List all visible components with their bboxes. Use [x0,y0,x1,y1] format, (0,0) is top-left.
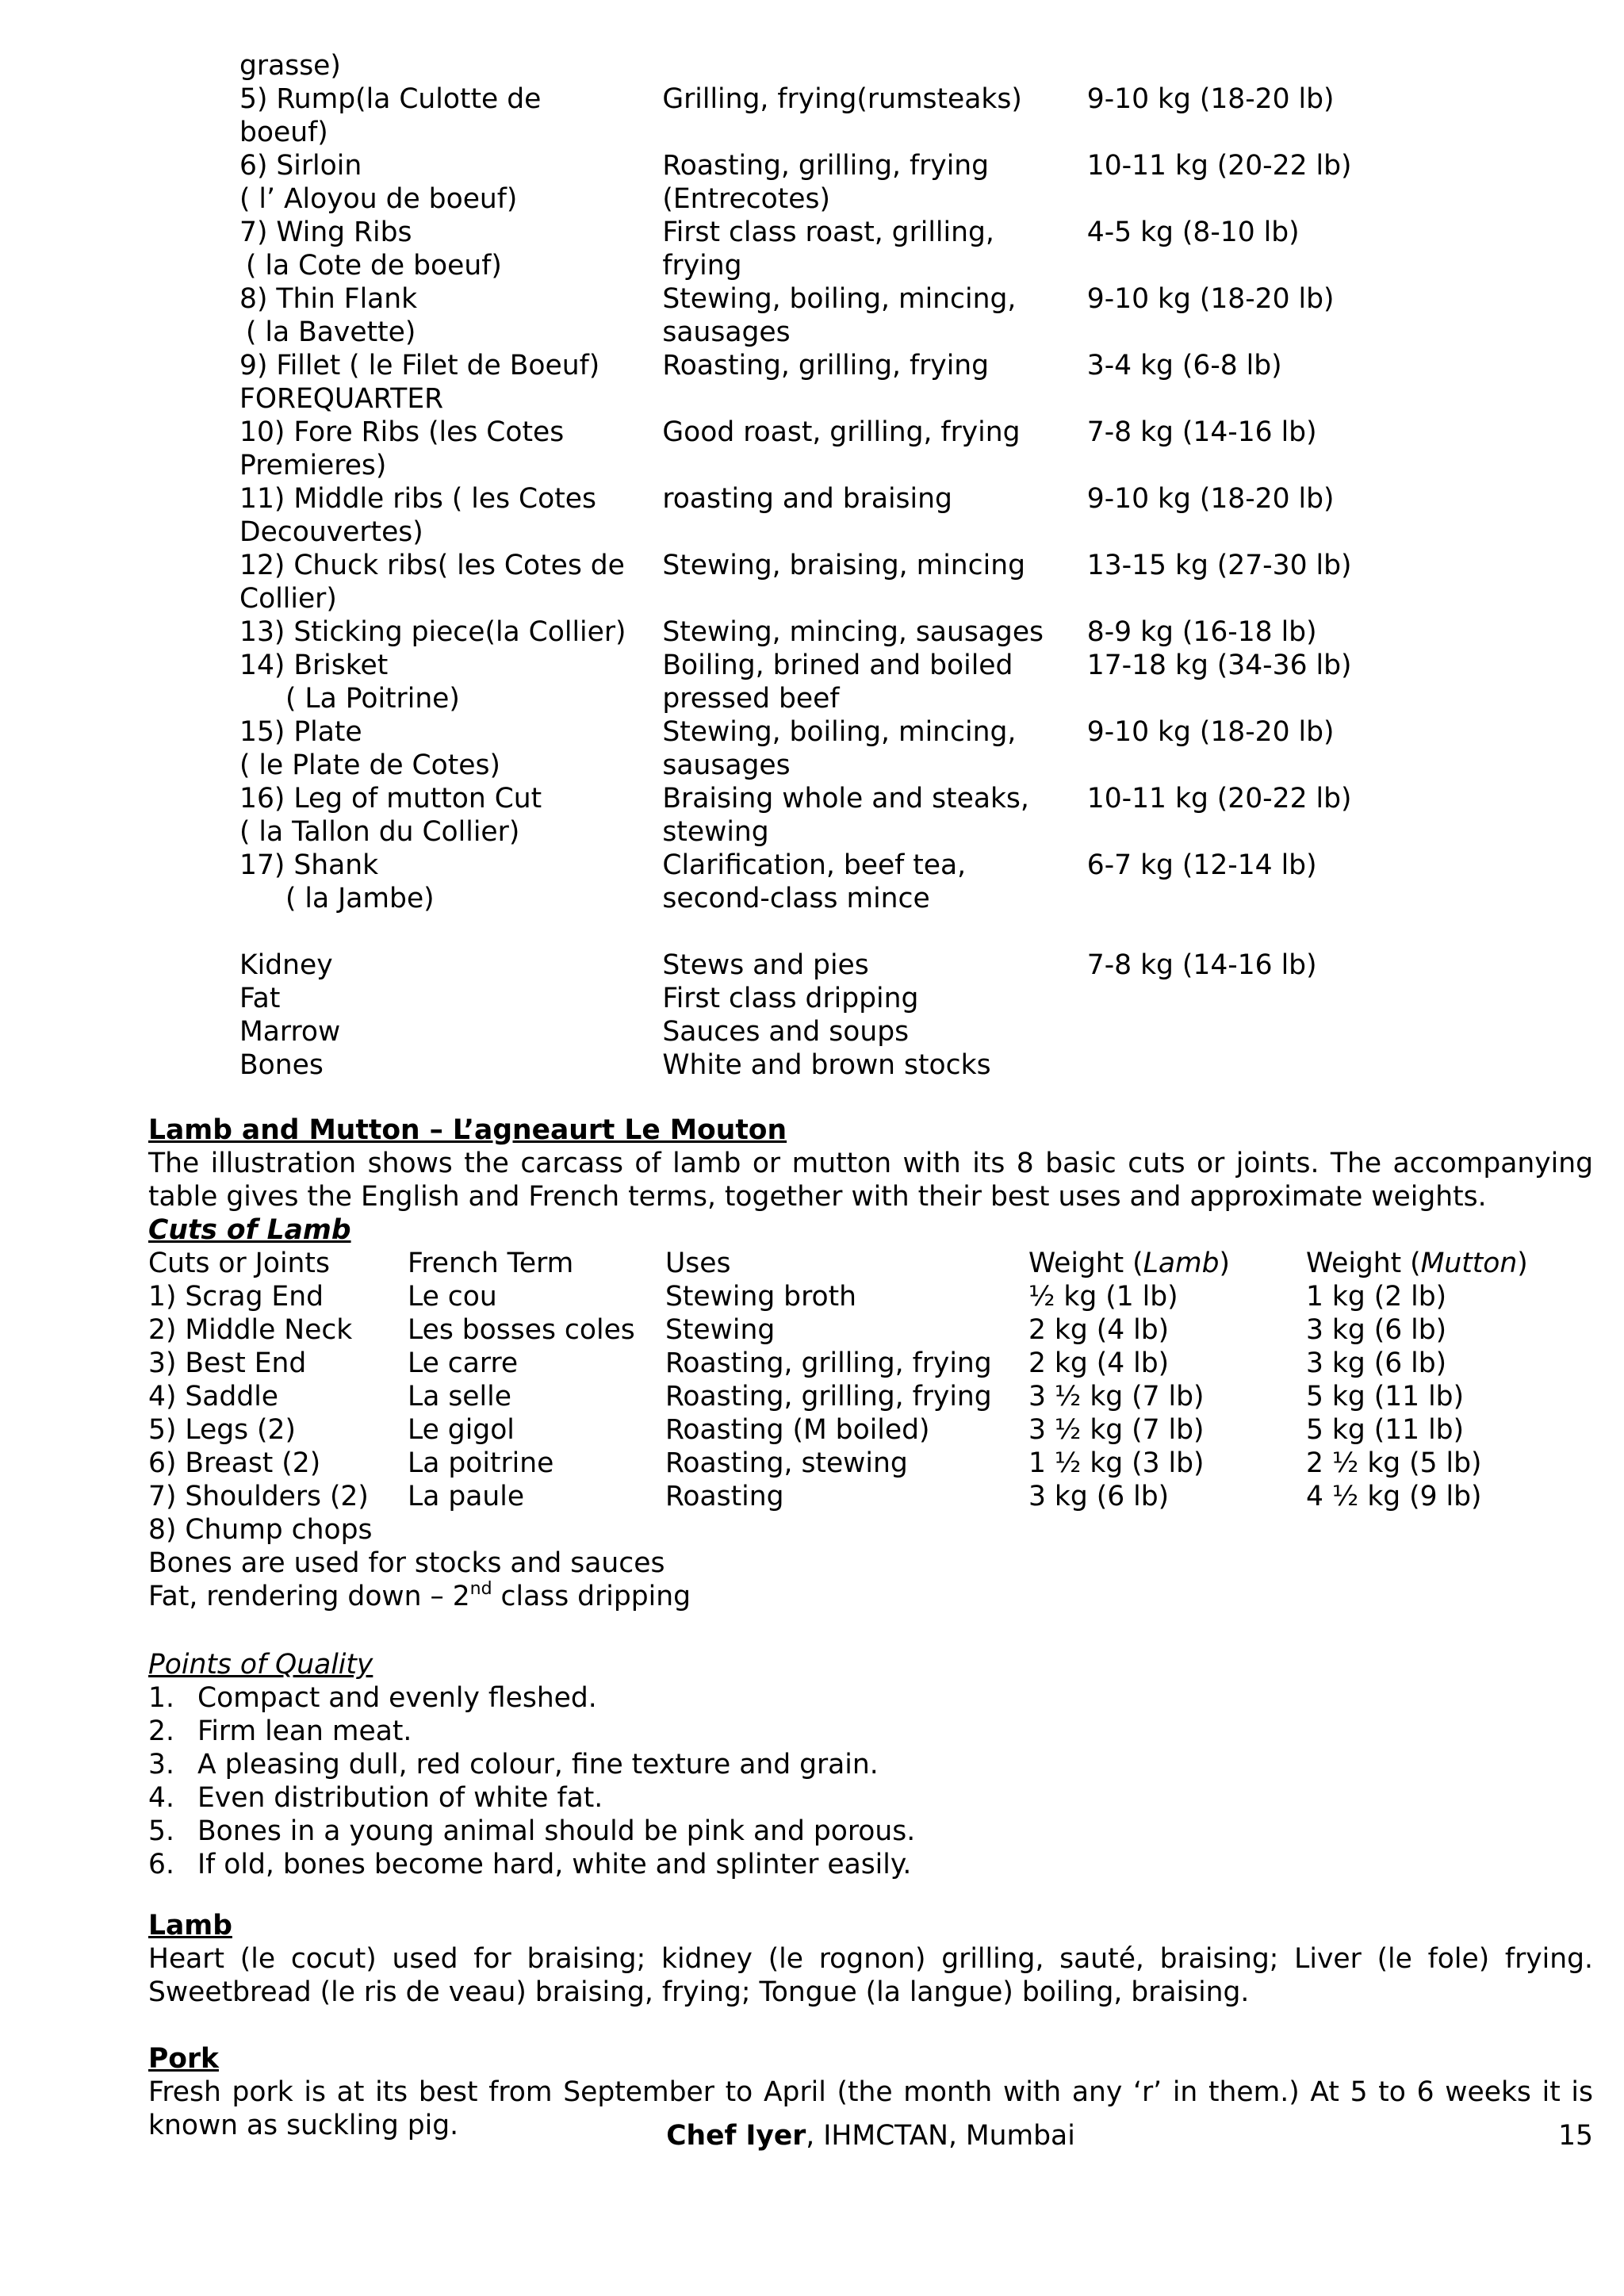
weight-lamb: ½ kg (1 lb) [1028,1281,1178,1313]
cut-uses [662,482,1058,549]
beef-rows [239,82,1413,915]
list-item [148,1715,1593,1748]
table-row [239,416,1413,482]
weight-mutton: 3 kg (6 lb) [1306,1347,1447,1379]
table-row [148,1280,1593,1313]
cut-line: ( la Tallon du Collier) [239,816,520,848]
uses-line: Roasting, grilling, frying [662,350,990,381]
item-number: 1. [148,1682,174,1714]
uses: Roasting, stewing [665,1447,908,1479]
cut-weight: 13-15 kg (27-30 lb) [1086,550,1352,581]
uses: Roasting, grilling, frying [665,1347,992,1379]
table-row [148,1480,1593,1513]
weight-lamb: 1 ½ kg (3 lb) [1028,1447,1205,1479]
weight-lamb: 3 ½ kg (7 lb) [1028,1381,1205,1412]
cut-joint: 5) Legs (2) [148,1414,296,1446]
cut-name [239,649,635,715]
weight-lamb: 3 kg (6 lb) [1028,1481,1170,1512]
cut-uses [662,282,1058,349]
offal-item: Marrow [239,1016,341,1048]
column-header: Uses [665,1248,731,1279]
cut-uses [662,149,1058,216]
cut-joint: 7) Shoulders (2) [148,1481,369,1512]
french-term: La selle [408,1381,511,1412]
weight-mutton: 1 kg (2 lb) [1306,1281,1447,1313]
uses-line: sausages [662,749,791,781]
table-row [239,782,1413,849]
cut-weight: 9-10 kg (18-20 lb) [1086,716,1335,748]
cut-weight: 7-8 kg (14-16 lb) [1086,416,1317,448]
uses-line: Boiling, brined and boiled [662,650,1013,681]
table-row [148,1447,1593,1480]
cut-weight: 9-10 kg (18-20 lb) [1086,83,1335,115]
cuts-heading: Cuts of Lamb [148,1214,351,1246]
cut-uses [662,216,1058,282]
note-fat: Fat, rendering down – 2nd class dripping [148,1579,691,1612]
table-row [148,1513,1593,1547]
cut-line: 13) Sticking piece(la Collier) [239,616,626,648]
weight-mutton: 4 ½ kg (9 lb) [1306,1481,1482,1512]
cut-line: 7) Wing Ribs [239,217,412,248]
cut-weight: 4-5 kg (8-10 lb) [1086,217,1300,248]
cut-weight: 9-10 kg (18-20 lb) [1086,283,1335,315]
french-term: La paule [408,1481,525,1512]
weight-lamb: 2 kg (4 lb) [1028,1314,1170,1346]
uses: Stewing [665,1314,776,1346]
table-row [148,1347,1593,1380]
page-number: 15 [1558,2120,1593,2152]
cut-joint: 6) Breast (2) [148,1447,321,1479]
lamb-paragraph: Heart (le cocut) used for braising; kidney (le rognon) grilling, sauté, braising; Liver (le fole) frying. Sweetbread (le ris de veau) braising, frying; Tongue (la langue) boiling, braising. [148,1943,1593,2008]
table-row [239,1048,1413,1082]
french-term: Le cou [408,1281,497,1313]
uses-line: sausages [662,316,791,348]
uses-line: Stewing, boiling, mincing, [662,716,1017,748]
table-row [239,349,1413,416]
cut-name [239,82,635,149]
cut-line: 5) Rump(la Culotte de [239,83,542,115]
quality-list [148,1681,1593,1881]
offal-rows [239,949,1413,1082]
cut-uses [662,615,1058,649]
intro-paragraph: The illustration shows the carcass of lamb or mutton with its 8 basic cuts or joints. The accompanying table gives the English and French terms, together with their best uses and approximate weights. [148,1148,1593,1213]
offal-item: Kidney [239,949,333,981]
cut-line: Premieres) [239,450,387,481]
cut-name [239,149,635,216]
item-number: 3. [148,1749,174,1780]
cut-weight: 9-10 kg (18-20 lb) [1086,483,1335,515]
table-row [239,216,1413,282]
pork-paragraph: Fresh pork is at its best from September to April (the month with any ‘r’ in them.) At 5 to 6 weeks it is known as suckling pig. [148,2076,1593,2141]
footer-credit: Chef Iyer, IHMCTAN, Mumbai [666,2120,1075,2152]
cut-uses [662,849,1058,915]
french-term: Le carre [408,1347,519,1379]
offal-weight [1087,982,1413,1015]
table-row [239,649,1413,715]
offal-uses: Sauces and soups [662,1016,910,1048]
column-header: Weight (Lamb) [1028,1248,1230,1279]
weight-mutton: 5 kg (11 lb) [1306,1381,1465,1412]
cut-line: 14) Brisket [239,650,389,681]
cut-line: Collier) [239,583,337,615]
cut-joint: 3) Best End [148,1347,307,1379]
french-term: Le gigol [408,1414,515,1446]
cut-weight: 8-9 kg (16-18 lb) [1086,616,1317,648]
cut-line: 16) Leg of mutton Cut [239,783,542,815]
column-header: Cuts or Joints [148,1248,330,1279]
cut-line: 9) Fillet ( le Filet de Boeuf) [239,350,600,381]
cut-line: 17) Shank [239,849,379,881]
cut-line: 10) Fore Ribs (les Cotes [239,416,565,448]
cut-line: ( le Plate de Cotes) [239,749,500,781]
uses-line: Good roast, grilling, frying [662,416,1021,448]
french-term: Les bosses coles [408,1314,635,1346]
section-heading: Pork [148,2043,219,2075]
cut-line: FOREQUARTER [239,383,444,415]
uses-line: Stewing, mincing, sausages [662,616,1044,648]
table-row [148,1313,1593,1347]
uses: Roasting [665,1481,784,1512]
note-bones: Bones are used for stocks and sauces [148,1547,665,1579]
weight-mutton [1306,1513,1576,1547]
cut-line: ( la Bavette) [246,316,416,348]
section-heading: Lamb [148,1910,232,1941]
cut-line: ( La Poitrine) [285,683,460,715]
offal-item: Bones [239,1049,324,1081]
item-number: 2. [148,1715,174,1747]
item-text: A pleasing dull, red colour, fine texture and grain. [197,1749,879,1780]
cut-line: ( l’ Aloyou de boeuf) [239,183,518,215]
weight-lamb: 2 kg (4 lb) [1028,1347,1170,1379]
cut-uses [662,649,1058,715]
uses-line: Grilling, frying(rumsteaks) [662,83,1022,115]
cut-name [239,416,635,482]
cut-line: boeuf) [239,117,328,148]
uses-line: frying [662,250,742,282]
table-header [148,1247,1593,1280]
offal-uses: White and brown stocks [662,1049,991,1081]
column-header: French Term [408,1248,574,1279]
page-footer [148,2119,1593,2152]
cut-name [239,482,635,549]
section-heading: Lamb and Mutton – L’agneaurt Le Mouton [148,1114,787,1146]
uses-line: Stewing, braising, mincing [662,550,1025,581]
uses-line: First class roast, grilling, [662,217,994,248]
table-row [239,982,1413,1015]
table-row [239,282,1413,349]
list-item [148,1781,1593,1815]
cut-name [239,349,635,416]
cut-joint: 1) Scrag End [148,1281,324,1313]
cut-line: 11) Middle ribs ( les Cotes [239,483,596,515]
cut-joint: 4) Saddle [148,1381,279,1412]
beef-cuts-table [239,49,1413,1082]
cut-weight: 6-7 kg (12-14 lb) [1086,849,1317,881]
weight-mutton: 3 kg (6 lb) [1306,1314,1447,1346]
table-row [148,1413,1593,1447]
item-text: Even distribution of white fat. [197,1782,603,1814]
uses-line: stewing [662,816,769,848]
uses-line: roasting and braising [662,483,952,515]
quality-heading: Points of Quality [148,1649,373,1681]
list-item [148,1681,1593,1715]
cut-joint: 2) Middle Neck [148,1314,353,1346]
quality-section [148,1648,1593,1881]
spacer [239,915,1413,949]
uses: Stewing broth [665,1281,857,1313]
uses: Roasting, grilling, frying [665,1381,992,1412]
cut-uses [662,782,1058,849]
table-row [239,82,1413,149]
uses-line: Stewing, boiling, mincing, [662,283,1017,315]
uses: Roasting (M boiled) [665,1414,930,1446]
item-number: 5. [148,1815,174,1847]
lamb-section [148,1909,1593,2009]
cut-joint: 8) Chump chops [148,1514,373,1546]
cut-uses [662,549,1058,615]
uses-line: Roasting, grilling, frying [662,150,990,182]
list-item [148,1848,1593,1881]
uses-line: (Entrecotes) [662,183,830,215]
item-text: If old, bones become hard, white and splinter easily. [197,1849,912,1880]
weight-mutton: 5 kg (11 lb) [1306,1414,1465,1446]
offal-uses: First class dripping [662,983,919,1014]
cut-name [239,216,635,282]
lamb-rows [148,1280,1593,1547]
french-term [408,1513,665,1547]
offal-uses: Stews and pies [662,949,869,981]
table-row [148,1380,1593,1413]
cut-weight: 10-11 kg (20-22 lb) [1086,150,1352,182]
item-text: Firm lean meat. [197,1715,412,1747]
item-text: Compact and evenly fleshed. [197,1682,597,1714]
offal-weight [1087,1015,1413,1048]
cut-line: ( la Jambe) [285,883,435,914]
cut-name [239,549,635,615]
cut-name [239,282,635,349]
table-row [239,149,1413,216]
table-row [239,1015,1413,1048]
cut-name: grasse) [239,50,341,82]
cut-weight: 10-11 kg (20-22 lb) [1086,783,1352,815]
offal-item: Fat [239,983,281,1014]
weight-lamb [1028,1513,1306,1547]
cut-uses [662,82,1058,149]
cut-weight: 3-4 kg (6-8 lb) [1086,350,1282,381]
item-text: Bones in a young animal should be pink and porous. [197,1815,916,1847]
uses-line: pressed beef [662,683,840,715]
cut-line: ( la Cote de boeuf) [246,250,502,282]
cut-name [239,849,635,915]
cut-name [239,782,635,849]
cut-uses [662,349,1058,416]
table-row [239,849,1413,915]
cut-line: 12) Chuck ribs( les Cotes de [239,550,625,581]
uses-line: Braising whole and steaks, [662,783,1029,815]
cut-line: 15) Plate [239,716,362,748]
table-row [239,615,1413,649]
table-row [239,49,1413,82]
column-header: Weight (Mutton) [1306,1248,1528,1279]
list-item [148,1815,1593,1848]
uses [665,1513,1028,1547]
cut-name [239,615,635,649]
offal-weight: 7-8 kg (14-16 lb) [1086,949,1317,981]
cut-uses [662,715,1058,782]
cut-line: Decouvertes) [239,516,423,548]
table-row [239,549,1413,615]
cut-line: 6) Sirloin [239,150,362,182]
lamb-mutton-section [148,1114,1593,1613]
offal-weight [1087,1048,1413,1082]
table-row [239,482,1413,549]
list-item [148,1748,1593,1781]
table-row [239,949,1413,982]
item-number: 6. [148,1849,174,1880]
cut-name [239,715,635,782]
cut-weight: 17-18 kg (34-36 lb) [1086,650,1352,681]
uses-line: second-class mince [662,883,930,914]
weight-mutton: 2 ½ kg (5 lb) [1306,1447,1482,1479]
cut-uses [662,416,1058,482]
weight-lamb: 3 ½ kg (7 lb) [1028,1414,1205,1446]
uses-line: Clarification, beef tea, [662,849,967,881]
french-term: La poitrine [408,1447,554,1479]
cut-line: 8) Thin Flank [239,283,418,315]
table-row [239,715,1413,782]
item-number: 4. [148,1782,174,1814]
